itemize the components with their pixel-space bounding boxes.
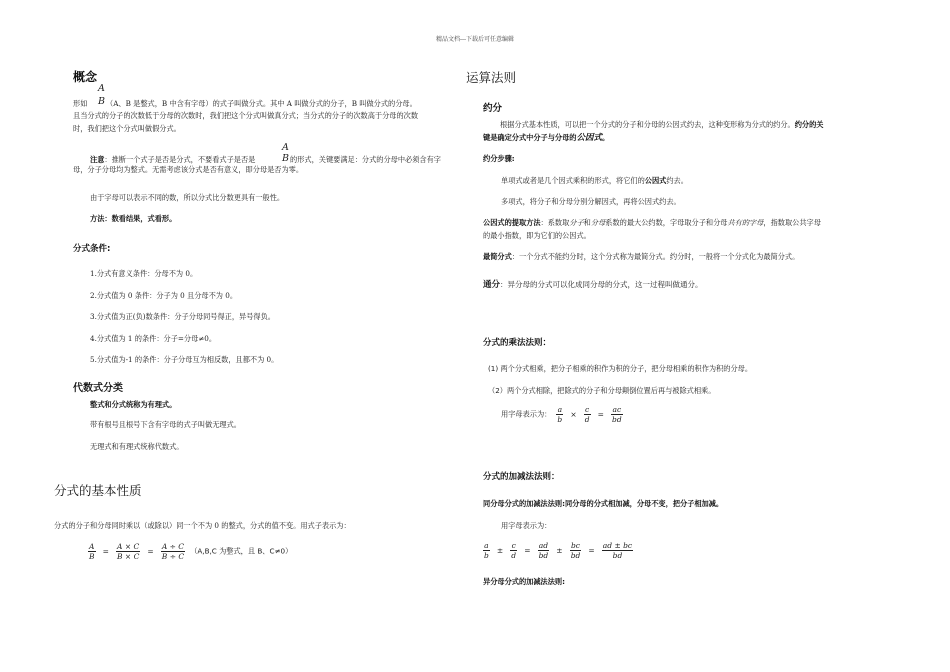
condition-item: 4.分式值为 1 的条件：分子=分母≠0。 [90,333,217,343]
reduce-step-2: 多项式，将分子和分母分别分解因式，再将公因式约去。 [501,197,681,206]
addition-title: 分式的加减法法则： [483,472,560,482]
operations-title: 运算法则 [466,70,517,85]
formula-fraction: $\frac{c}{d}$ [511,541,517,560]
note-text-1b: 的形式，关键要满足：分式的分母中必须含有字 [290,155,441,164]
reduce-text-1: 根据分式基本性质，可以把一个分式的分子和分母的公因式约去，这种变形称为分式的约分。 [500,120,795,129]
formula-fraction: $\frac{a}{b}$ [484,541,489,560]
basic-property-text: 分式的分子和分母同时乘以（或除以）同一个不为 0 的整式，分式的值不变。用式子表示为： [54,521,351,530]
formula-fraction: $\frac{A \div C}{B \div C}$ [161,542,185,561]
concept-paragraph [73,84,473,135]
concept-text-3: 时，我们把这个分式叫做假分式。 [73,123,181,133]
concept-title: 概念 [73,70,98,84]
classification-bold: 整式和分式统称为有理式。 [90,400,177,409]
conditions-list [90,268,278,376]
gcf-paragraph: 公因式的提取方法：系数取分子和分母系数的最大公约数，字母取分子和分母共有的字母，指数取公共字母 的最小指数，即为它们的公因式。 [483,218,821,240]
reduce-text-2-bold: 键是确定分式中分子与分母的 [483,132,577,142]
formula-fraction: $\frac{ac}{bd}$ [612,405,622,424]
note-fraction-denominator: B [282,153,289,164]
note-paragraph [73,142,473,177]
concept-fraction-numerator: A [98,83,105,94]
addition-formula-label: 用字母表示为： [501,521,552,530]
multiplication-formula: 用字母表示为： $\frac{a}{b}$ × $\frac{c}{d}$ = $\frac{ac}{bd}$ [501,405,622,424]
note-text-3: 由于字母可以表示不同的数，所以分式比分数更具有一般性。 [90,193,285,202]
formula-fraction: $\frac{ad \pm bc}{bd}$ [602,541,633,560]
condition-item: 3.分式值为正(负)数条件：分子分母同号得正，异号得负。 [90,312,275,321]
note-label: 注意 [90,155,105,164]
multiplication-formula-label: 用字母表示为： [501,409,552,419]
simplest-paragraph: 最简分式：一个分式不能约分时，这个分式称为最简分式。约分时，一般将一个分式化为最简分式。 [483,252,800,261]
reduce-text-2-italic: 公因式 [576,132,602,143]
conditions-title: 分式条件: [73,244,111,254]
addition-different-denominator-rule: 异分母分式的加减法法则: [483,577,565,586]
formula-fraction: $\frac{bc}{bd}$ [570,541,581,560]
classification-irrational: 带有根号且根号下含有字母的式子叫做无理式。 [90,420,241,429]
basic-property-formula: $\frac{A}{B}$ = $\frac{A \times C}{B \times C}$ = $\frac{A \div C}{B \div C}$ （A,B,C 为整式，且 B、C≠0） [89,542,293,561]
reduce-step-1: 单项式或者是几个因式乘积的形式，将它们的公因式约去。 [501,176,688,185]
note-text-2: 母，分子分母均为整式。无需考虑该分式是否有意义，即分母是否为零。 [73,165,304,174]
reduce-title: 约分 [483,103,503,114]
reduce-text-1-bold: 约分的关 [794,120,824,129]
formula-fraction: $\frac{c}{d}$ [584,405,590,424]
formula-fraction: $\frac{A}{B}$ [89,542,95,561]
condition-item: 1.分式有意义条件：分母不为 0。 [90,269,198,278]
condition-item: 2.分式值为 0 条件：分子为 0 且分母不为 0。 [90,290,238,300]
formula-fraction: $\frac{A \times C}{B \times C}$ [117,542,140,561]
note-fraction-numerator: A [282,142,289,153]
page-header: 精品文档---下载后可任意编辑 [435,36,515,43]
formula-fraction: $\frac{a}{b}$ [557,405,563,424]
formula-condition: （A,B,C 为整式，且 B、C≠0） [190,546,293,556]
concept-text-1: （A、B 是整式，B 中含有字母）的式子叫做分式。其中 A 叫做分式的分子，B 叫做分式的分母。 [106,99,417,108]
note-text-1a: ：推断一个式子是否是分式，不要看式子是否是 [104,155,256,164]
addition-same-denominator-rule: 同分母分式的加减法法则:同分母的分式相加减，分母不变，把分子相加减。 [483,499,724,508]
basic-property-title: 分式的基本性质 [54,483,142,498]
multiplication-title: 分式的乘法法则： [483,338,552,348]
multiplication-rule-2: （2）两个分式相除，把除式的分子和分母颠倒位置后再与被除式相乘。 [488,386,716,395]
multiplication-rule-1: (1) 两个分式相乘，把分子相乘的积作为积的分子，把分母相乘的积作为积的分母。 [488,364,753,373]
formula-fraction: $\frac{ad}{bd}$ [538,541,549,560]
common-denominator-paragraph: 通分：异分母的分式可以化成同分母的分式，这一过程叫做通分。 [483,280,703,290]
classification-title: 代数式分类 [73,383,123,394]
reduce-paragraph: 根据分式基本性质，可以把一个分式的分子和分母的公因式约去，这种变形称为分式的约分。约分的关 键是确定分式中分子与分母的公因式。 [483,120,824,143]
addition-formula: $\frac{a}{b}$ ± $\frac{c}{d}$ = $\frac{ad}{bd}$ ± $\frac{bc}{bd}$ = $\frac{ad \pm bc}{bd}$ [484,541,633,560]
reduce-steps-title: 约分步骤: [483,154,515,163]
classification-algebraic: 无理式和有理式统称代数式。 [90,442,184,451]
concept-text-2: 且当分式的分子的次数低于分母的次数时，我们把这个分式叫做真分式；当分式的分子的次数高于分母的次数 [73,111,419,120]
concept-fraction-denominator: B [98,96,105,107]
condition-item: 5.分式值为-1 的条件：分子分母互为相反数，且都不为 0。 [90,355,279,364]
method-text: 方法：数看结果，式看形。 [90,214,177,223]
concept-lead: 形如 [73,99,88,108]
